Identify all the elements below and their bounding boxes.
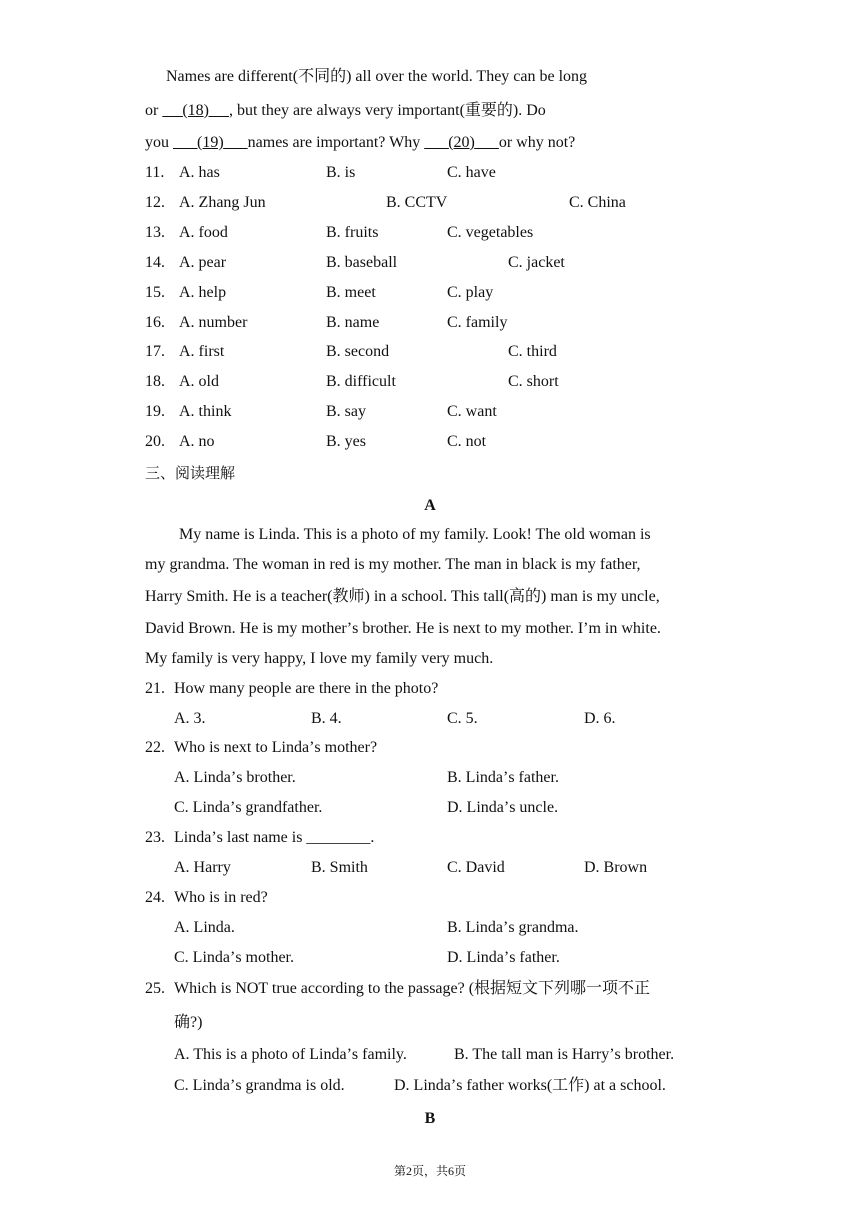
option-a: A. number — [179, 314, 248, 331]
question-number: 17. — [145, 343, 165, 360]
option-a: A. pear — [179, 254, 227, 271]
option-c: C. Lindaʼs grandma is old. — [174, 1077, 345, 1094]
option-a: A. food — [179, 224, 228, 241]
option-c: C. play — [447, 284, 494, 301]
option-c: C. China — [569, 194, 626, 211]
question-number: 14. — [145, 254, 165, 271]
option-c: C. family — [447, 314, 508, 331]
option-b: B. Lindaʼs grandma. — [447, 919, 579, 936]
option-c: C. vegetables — [447, 224, 534, 241]
option-d: D. Lindaʼs father works(工作) at a school. — [394, 1077, 666, 1094]
question-number: 23. — [145, 829, 165, 846]
question-text: Lindaʼs last name is ________. — [174, 829, 375, 846]
option-c: C. not — [447, 433, 487, 450]
question-text: Who is next to Lindaʼs mother? — [174, 739, 378, 756]
option-a: A. old — [179, 373, 219, 390]
option-b: B. difficult — [326, 373, 396, 390]
option-a: A. no — [179, 433, 215, 450]
option-b: B. Smith — [311, 859, 368, 876]
passage-heading-a: A — [424, 497, 436, 514]
passage-line: My name is Linda. This is a photo of my family. Look! The old woman is — [179, 526, 651, 543]
option-b: B. second — [326, 343, 390, 360]
question-number: 16. — [145, 314, 165, 331]
passage-line: Harry Smith. He is a teacher(教师) in a school. This tall(高的) man is my uncle, — [145, 588, 660, 605]
option-c: C. want — [447, 403, 497, 420]
blank-19: (19) — [197, 134, 224, 151]
option-b: B. name — [326, 314, 380, 331]
passage-line: My family is very happy, I love my family very much. — [145, 650, 494, 667]
option-a: A. Lindaʼs brother. — [174, 769, 296, 786]
passage-text: , but they are always very important(重要的). Do — [228, 102, 546, 119]
option-a: A. first — [179, 343, 225, 360]
option-d: D. 6. — [584, 710, 616, 727]
option-b: B. The tall man is Harryʼs brother. — [454, 1046, 675, 1063]
blank-18: (18) — [182, 102, 209, 119]
option-c: C. jacket — [508, 254, 565, 271]
option-a: A. has — [179, 164, 220, 181]
option-c: C. Lindaʼs grandfather. — [174, 799, 323, 816]
page-footer: 第2页，共6页 — [393, 1164, 466, 1178]
option-a: A. Zhang Jun — [179, 194, 266, 211]
passage-line: David Brown. He is my motherʼs brother. He is next to my mother. Iʼm in white. — [145, 620, 661, 637]
option-a: A. Linda. — [174, 919, 235, 936]
question-text: How many people are there in the photo? — [174, 680, 439, 697]
option-b: B. 4. — [311, 710, 342, 727]
question-number: 18. — [145, 373, 165, 390]
section-title: 三、阅读理解 — [145, 464, 236, 482]
passage-line — [145, 133, 575, 153]
option-b: B. say — [326, 403, 366, 420]
blank-20: (20) — [448, 134, 475, 151]
question-number: 11. — [145, 164, 165, 181]
option-a: A. 3. — [174, 710, 206, 727]
question-number: 12. — [145, 194, 165, 211]
option-a: A. This is a photo of Lindaʼs family. — [174, 1046, 407, 1063]
option-a: A. help — [179, 284, 227, 301]
question-number: 20. — [145, 433, 165, 450]
question-number: 19. — [145, 403, 165, 420]
question-number: 21. — [145, 680, 165, 697]
option-b: B. fruits — [326, 224, 379, 241]
option-b: B. meet — [326, 284, 376, 301]
option-d: D. Lindaʼs uncle. — [447, 799, 559, 816]
option-c: C. Lindaʼs mother. — [174, 949, 294, 966]
question-number: 13. — [145, 224, 165, 241]
question-text: Which is NOT true according to the passage? (根据短文下列哪一项不正 — [174, 980, 651, 997]
option-b: B. Lindaʼs father. — [447, 769, 559, 786]
passage-text: you — [145, 134, 173, 151]
option-c: C. third — [508, 343, 557, 360]
passage-text: or — [145, 102, 163, 119]
question-number: 22. — [145, 739, 165, 756]
option-a: A. Harry — [174, 859, 231, 876]
option-c: C. have — [447, 164, 496, 181]
option-a: A. think — [179, 403, 232, 420]
option-b: B. baseball — [326, 254, 398, 271]
question-text: Who is in red? — [174, 889, 268, 906]
question-number: 25. — [145, 980, 165, 997]
option-d: D. Lindaʼs father. — [447, 949, 560, 966]
passage-heading-b: B — [424, 1110, 436, 1127]
passage-line — [145, 101, 546, 121]
question-number: 24. — [145, 889, 165, 906]
question-number: 15. — [145, 284, 165, 301]
passage-line: Names are different(不同的) all over the world. They can be long — [166, 68, 588, 85]
option-c: C. short — [508, 373, 559, 390]
option-b: B. yes — [326, 433, 366, 450]
passage-line: my grandma. The woman in red is my mother. The man in black is my father, — [145, 556, 641, 573]
option-b: B. CCTV — [386, 194, 448, 211]
option-c: C. 5. — [447, 710, 478, 727]
option-c: C. David — [447, 859, 505, 876]
option-b: B. is — [326, 164, 356, 181]
option-d: D. Brown — [584, 859, 648, 876]
passage-text: or why not? — [498, 134, 576, 151]
question-text-cont: 确?) — [174, 1014, 203, 1031]
passage-text: names are important? Why — [247, 134, 425, 151]
